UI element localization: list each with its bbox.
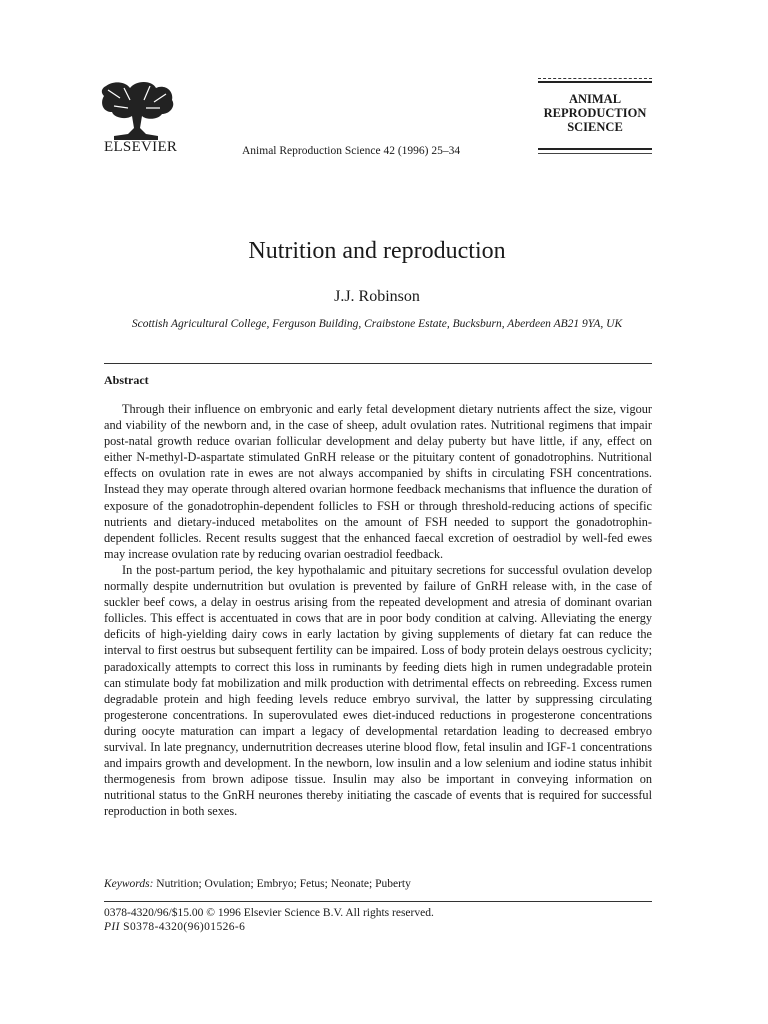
author-affiliation: Scottish Agricultural College, Ferguson Building, Craibstone Estate, Bucksburn, Aberdeen AB21 9YA, UK [131, 318, 623, 330]
footer-rule [104, 901, 652, 902]
paper-author: J.J. Robinson [334, 288, 420, 305]
abstract-top-rule [104, 363, 652, 364]
elsevier-tree-logo [100, 78, 178, 140]
masthead-bottom-rule [538, 148, 652, 150]
copyright-line: 0378-4320/96/$15.00 © 1996 Elsevier Science B.V. All rights reserved. [104, 907, 434, 919]
abstract-heading: Abstract [104, 373, 149, 387]
keywords-label: Keywords: [104, 878, 154, 890]
paper-title: Nutrition and reproduction [248, 238, 506, 264]
abstract-paragraph: Through their influence on embryonic and early fetal development dietary nutrients affect the size, vigour and viability of the newborn and, in the case of sheep, adult ovulation rates. Nutritional regimens that impair post-natal growth reduce ovarian follicular development and delay puberty but have little, if any, effect on either N-methyl-D-aspartate stimulated GnRH release or the pituitary content of gonadotrophins. Nutritional effects on ovulation rate in ewes are not always accompanied by shifts in circulating FSH concentrations. Instead they may operate through altered ovarian hormone feedback mechanisms that influence the duration of exposure of the gonadotrophin-dependent follicles to FSH or through threshold-reducing actions of specific nutrients and dietary-induced metabolites on the amount of FSH needed to support the gonadotrophin-dependent follicles. Recent results suggest that the enhanced faecal excretion of oestradiol by well-fed ewes may increase ovulation rate by reducing ovarian oestradiol feedback. [104, 402, 652, 561]
keywords-line [104, 878, 652, 890]
abstract-paragraph: In the post-partum period, the key hypothalamic and pituitary secretions for successful ovulation develop normally despite undernutrition but ovulation is prevented by failure of GnRH release with, in the case of suckler beef cows, a delay in oestrus arising from the repeated development and atresia of dominant ovarian follicles. This effect is accentuated in cows that are in poor body condition at calving. Alleviating the energy deficits of high-yielding dairy cows in early lactation by giving supplements of dietary fat can reduce the interval to first oestrus but subsequent fertility can be impaired. Loss of body protein delays oestrous cyclicity; paradoxically attempts to correct this loss in ruminants by feeding diets high in rumen undegradable protein can stimulate body fat mobilization and milk production with detrimental effects on rebreeding. Excess rumen degradable protein and high feeding levels reduce embryo survival, the latter by suppressing circulating progesterone concentrations. In superovulated ewes diet-induced reductions in progesterone concentrations during oocyte maturation can impart a legacy of developmental retardation leading to decreased embryo survival. In late pregnancy, undernutrition decreases uterine blood flow, fetal insulin and IGF-1 concentrations and impairs growth and development. In the newborn, low insulin and a low selenium and iodine status inhibit thermogenesis from brown adipose tissue. Insulin may also be important in conveying information on nutritional status to the GnRH neurones thereby initiating the cascade of events that is required for successful reproduction in both sexes. [104, 562, 652, 819]
journal-citation: Animal Reproduction Science 42 (1996) 25–34 [242, 145, 461, 157]
keywords-text: Nutrition; Ovulation; Embryo; Fetus; Neonate; Puberty [156, 878, 411, 890]
masthead-top-rule [538, 81, 652, 83]
masthead-bottom-thin-rule [538, 153, 652, 154]
publisher-name: ELSEVIER [104, 139, 178, 155]
journal-name: ANIMAL REPRODUCTION SCIENCE [543, 92, 647, 134]
masthead-top-dashed-rule [538, 78, 652, 79]
pii-label: PII [104, 921, 120, 933]
abstract-body [104, 401, 652, 819]
pii-line [104, 921, 245, 933]
pii-value: S0378-4320(96)01526-6 [123, 921, 246, 933]
